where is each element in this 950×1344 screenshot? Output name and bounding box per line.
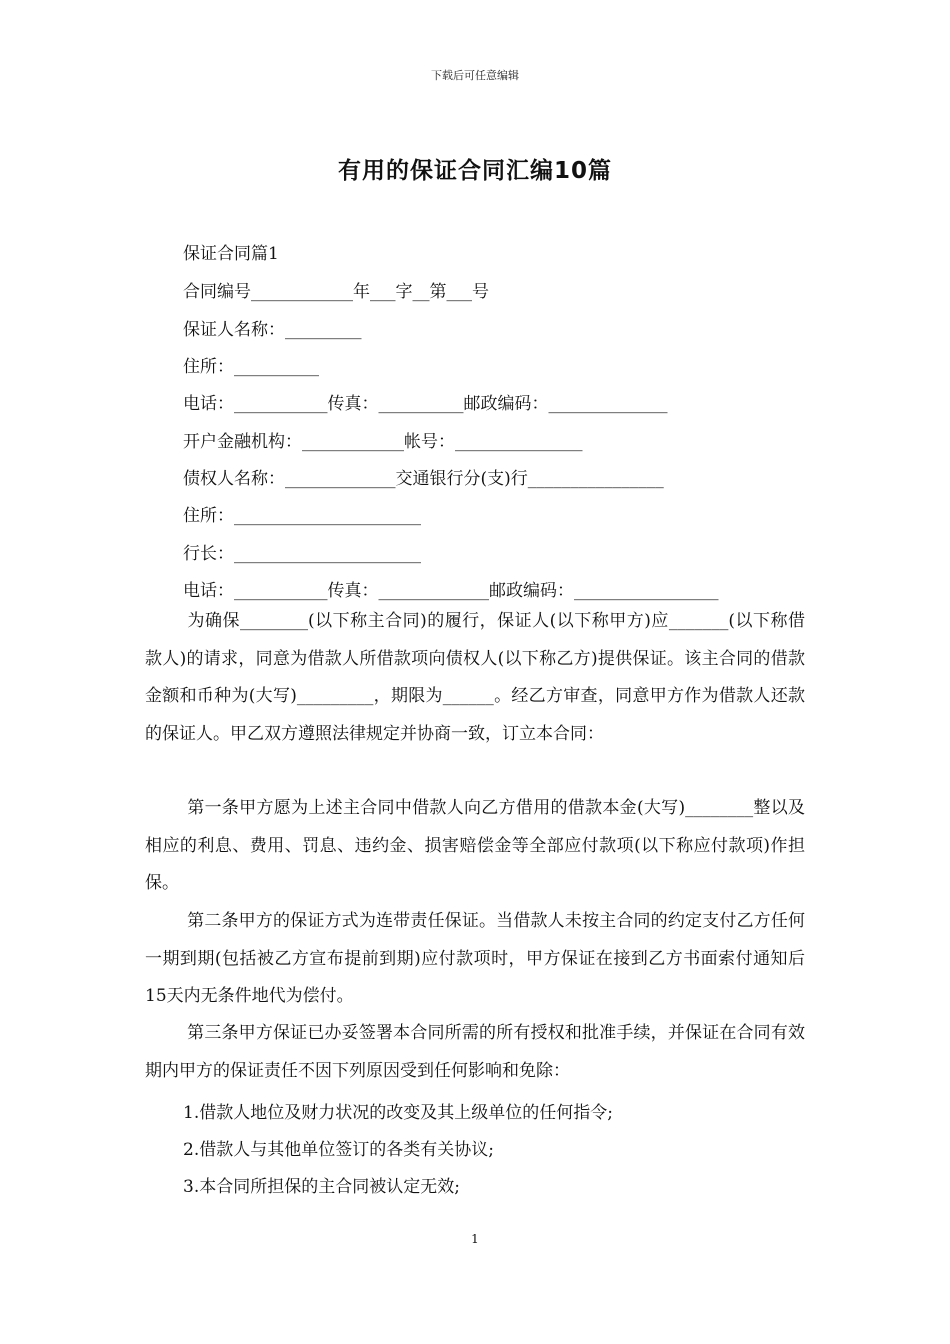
- list-item: 1.借款人地位及财力状况的改变及其上级单位的任何指令;: [183, 1103, 613, 1123]
- intro-paragraph: 为确保________(以下称主合同)的履行，保证人(以下称甲方)应_______(以下称借款人)的请求，同意为借款人所借款项向债权人(以下称乙方)提供保证。该主合同的借款金额和币种为(大写)_________，期限为______。经乙方审查，同意甲方作为借款人还款的保证人。甲乙双方遵照法律规定并协商一致，订立本合同：: [145, 611, 805, 744]
- section-heading: 保证合同篇1: [183, 244, 279, 264]
- creditor-address-line: 住所：______________________: [183, 506, 421, 526]
- contract-number-line: 合同编号____________年___字__第___号: [183, 282, 489, 302]
- guarantor-address-line: 住所：__________: [183, 357, 319, 377]
- list-item: 3.本合同所担保的主合同被认定无效;: [183, 1177, 460, 1197]
- guarantor-contact-line: 电话：___________传真：__________邮政编码：______________: [183, 394, 668, 414]
- article-1-paragraph: 第一条甲方愿为上述主合同中借款人向乙方借用的借款本金(大写)________整以及相应的利息、费用、罚息、违约金、损害赔偿金等全部应付款项(以下称应付款项)作担保。: [145, 798, 805, 893]
- document-title: 有用的保证合同汇编10篇: [337, 158, 612, 184]
- list-item: 2.借款人与其他单位签订的各类有关协议;: [183, 1140, 494, 1160]
- guarantor-name-line: 保证人名称：_________: [183, 320, 362, 340]
- page-number: 1: [471, 1232, 479, 1246]
- page-header: 下载后可任意编辑: [431, 69, 519, 82]
- creditor-contact-line: 电话：___________传真：_____________邮政编码：_________________: [183, 581, 719, 601]
- article-2-paragraph: 第二条甲方的保证方式为连带责任保证。当借款人未按主合同的约定支付乙方任何一期到期(包括被乙方宣布提前到期)应付款项时，甲方保证在接到乙方书面索付通知后15天内无条件地代为偿付。: [145, 911, 805, 1006]
- article-3-paragraph: 第三条甲方保证已办妥签署本合同所需的所有授权和批准手续，并保证在合同有效期内甲方的保证责任不因下列原因受到任何影响和免除：: [145, 1023, 805, 1081]
- president-line: 行长：______________________: [183, 544, 421, 564]
- creditor-name-line: 债权人名称：_____________交通银行分(支)行________________: [183, 469, 664, 489]
- bank-account-line: 开户金融机构：____________帐号：_______________: [183, 432, 583, 452]
